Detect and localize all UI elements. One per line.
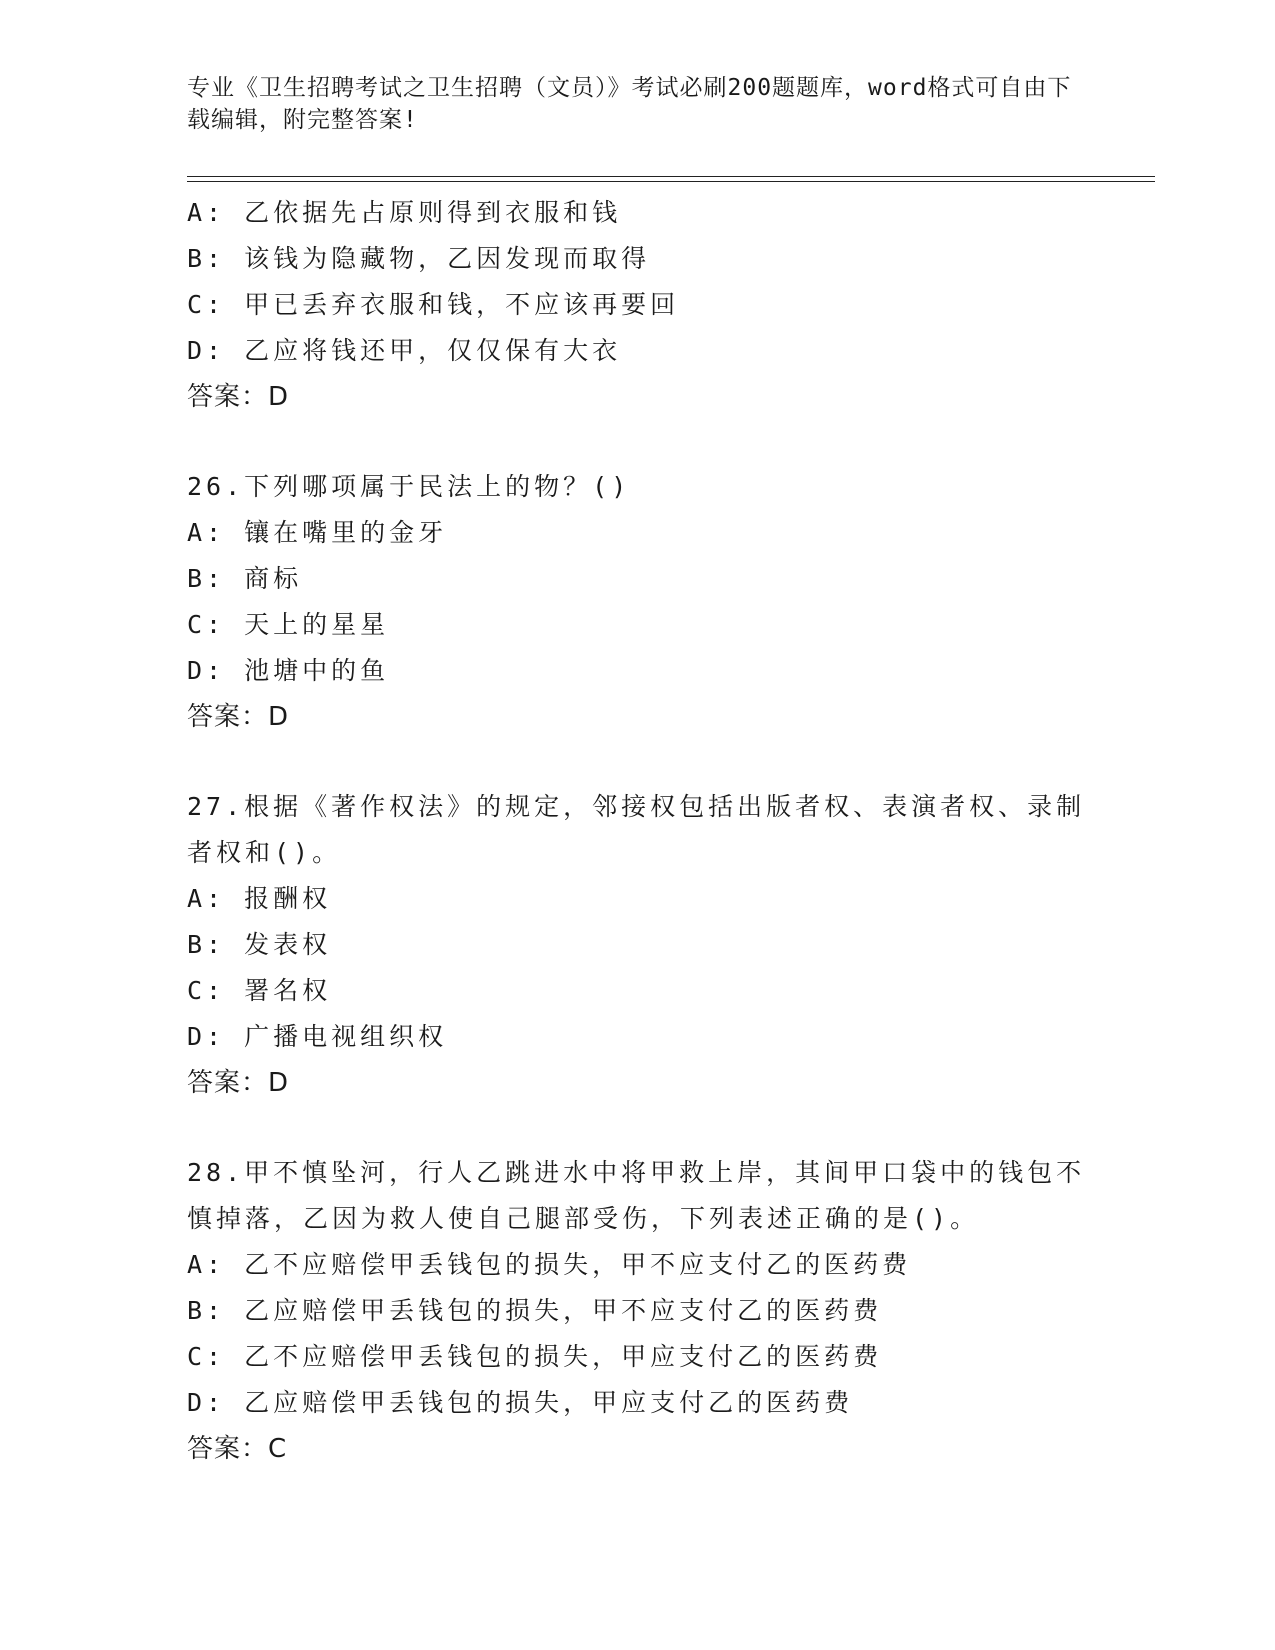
option-a: A: 乙不应赔偿甲丢钱包的损失，甲不应支付乙的医药费 xyxy=(187,1250,912,1279)
option-a: A: 镶在嘴里的金牙 xyxy=(187,518,448,547)
option-c: C: 天上的星星 xyxy=(187,610,390,639)
option-a: A: 报酬权 xyxy=(187,884,332,913)
option-d: D: 乙应将钱还甲，仅仅保有大衣 xyxy=(187,336,622,365)
spacer xyxy=(187,1106,1147,1150)
option-c: C: 甲已丢弃衣服和钱，不应该再要回 xyxy=(187,290,680,319)
spacer xyxy=(187,740,1147,784)
question-text: 28.甲不慎坠河，行人乙跳进水中将甲救上岸，其间甲口袋中的钱包不慎掉落，乙因为救人使自己腿部受伤，下列表述正确的是()。 xyxy=(187,1158,1086,1233)
document-body xyxy=(187,190,1147,1472)
option-d: D: 池塘中的鱼 xyxy=(187,656,390,685)
question-text: 27.根据《著作权法》的规定，邻接权包括出版者权、表演者权、录制者权和()。 xyxy=(187,792,1086,867)
question-text: 26.下列哪项属于民法上的物？() xyxy=(187,472,631,501)
question-block-25 xyxy=(187,190,1147,420)
header-divider-bottom xyxy=(187,181,1155,182)
question-block-27 xyxy=(187,784,1147,1106)
question-block-28 xyxy=(187,1150,1147,1472)
option-c: C: 乙不应赔偿甲丢钱包的损失，甲应支付乙的医药费 xyxy=(187,1342,883,1371)
answer-line: 答案：C xyxy=(187,1434,288,1464)
option-c: C: 署名权 xyxy=(187,976,332,1005)
answer-line: 答案：D xyxy=(187,702,290,732)
document-header: 专业《卫生招聘考试之卫生招聘（文员）》考试必刷200题题库，word格式可自由下载编辑，附完整答案! xyxy=(187,75,1072,133)
option-b: B: 商标 xyxy=(187,564,303,593)
question-block-26 xyxy=(187,464,1147,740)
header-divider-top xyxy=(187,176,1155,177)
option-d: D: 广播电视组织权 xyxy=(187,1022,448,1051)
option-a: A: 乙依据先占原则得到衣服和钱 xyxy=(187,198,622,227)
answer-line: 答案：D xyxy=(187,382,290,412)
answer-line: 答案：D xyxy=(187,1068,290,1098)
spacer xyxy=(187,420,1147,464)
option-d: D: 乙应赔偿甲丢钱包的损失，甲应支付乙的医药费 xyxy=(187,1388,854,1417)
option-b: B: 乙应赔偿甲丢钱包的损失，甲不应支付乙的医药费 xyxy=(187,1296,883,1325)
option-b: B: 发表权 xyxy=(187,930,332,959)
option-b: B: 该钱为隐藏物，乙因发现而取得 xyxy=(187,244,651,273)
